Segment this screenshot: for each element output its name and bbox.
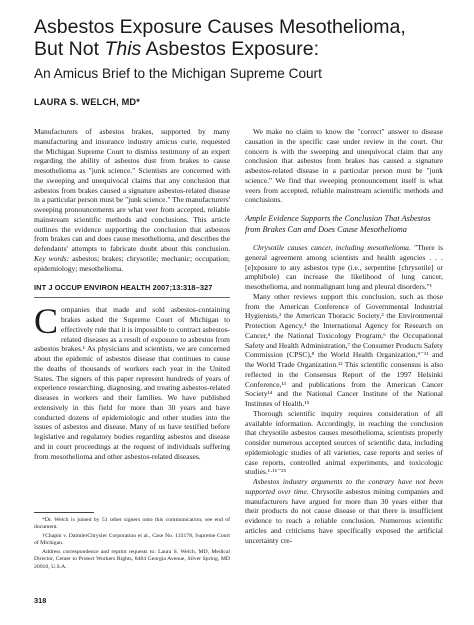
- body-paragraph: Many other reviews support this conclusion, such as those from the American Conference of Governmental Industrial Hygienists,² the American Thoracic Society,³ the Environmental Protection Agency,⁴ the International Agency for Research on Cancer,⁵ the National Toxicology Program,⁶ the Occupational Safety and Health Administration,⁷ the Consumer Products Safety Commission (CPSC),⁸ the World Health Organization,⁹⁻¹¹ and the World Trade Organization.¹² This scientific consensus is also reflected in the Consensus Report of the 1997 Helsinki Conference,¹³ and publications from the American Cancer Society¹⁴ and the National Cancer Institute of the National Institutes of Health.¹⁵: [245, 291, 443, 408]
- abstract: [34, 127, 230, 273]
- footnote-case: †Chapin v. DaimlerChrysler Corporation et al., Case No. 133178, Supreme Court of Michigan.: [34, 533, 230, 547]
- divider: [34, 297, 230, 298]
- page-number: 318: [34, 596, 47, 605]
- article-subtitle: An Amicus Brief to the Michigan Supreme Court: [34, 66, 322, 81]
- body-paragraph: Thorough scientific inquiry requires consideration of all available information. Accordingly, in reaching the conclusion that chrysotile asbestos causes mesothelioma, scientists properly consider numerous accepted sources of scientific data, including epidemiologic studies of all varieties, case reports and series of case reports, controlled animal experiments, and toxicologic studies.¹·¹⁶⁻²⁵: [245, 408, 443, 477]
- drop-cap: C: [34, 301, 59, 342]
- body-paragraph: We make no claim to know the "correct" answer to disease causation in the specific case under review in the court. Our concern is with the sweeping and unequivocal claim that any conclusion that asbestos from brakes has caused a signature asbestos-related disease in a particular person must be "junk science." We find that sweeping pronouncement itself is what veers from accepted, reliable mainstream scientific methods and conclusions.: [245, 127, 443, 205]
- intro-paragraph: [34, 301, 230, 461]
- body-paragraph: Chrysotile causes cancer, including mesothelioma. "There is general agreement among scientists and health agencies . . . [e]xposure to any asbestos type (i.e., serpentine [chrysotile] or amphibole) can increase the likelihood of lung cancer, mesothelioma, and nonmalignant lung and pleural disorders."¹: [245, 243, 443, 291]
- title-line-1: Asbestos Exposure Causes Mesothelioma,: [34, 16, 406, 38]
- author-name: LAURA S. WELCH, MD*: [34, 97, 141, 107]
- body-paragraph: Asbestos industry arguments to the contrary have not been supported over time. Chrysotile asbestos mining companies and manufacturers have argued for more than 30 years either that their products do not cause disease or that there is insufficient evidence to reach a reliable conclusion. Numerous scientific articles and criticisms have specifically exposed the artificial uncertainty cre-: [245, 477, 443, 545]
- footnote-address: Address correspondence and reprint requests to: Laura S. Welch, MD, Medical Director, Center to Protect Workers Rights, 8484 Georgia Avenue, Silver Spring, MD 20910, U.S.A.: [34, 549, 230, 570]
- abstract-text: Manufacturers of asbestos brakes, supported by many manufacturing and insurance industry amicus curie, requested the Michigan Supreme Court to dismiss testimony of an expert regarding the ability of asbestos dust from brakes to cause mesothelioma as "junk science." Scientists are concerned with the sweeping and unequivocal claims that any conclusion that asbestos from brakes caused a signature asbestos-related disease in a particular person must be "junk science." The manufacturers' sweeping pronouncements are what veer from accepted, reliable mainstream scientific methods and conclusions. This article outlines the evidence supporting the conclusion that asbestos from brakes can and does cause mesothelioma, and describes the defendants' attempts to fabricate doubt about this conclusion.: [34, 127, 230, 253]
- footnote-separator: [34, 512, 94, 513]
- title-line-2: But Not This Asbestos Exposure:: [34, 38, 320, 60]
- article-title: [34, 16, 444, 60]
- journal-citation: INT J OCCUP ENVIRON HEALTH 2007;13:318–327: [34, 283, 213, 293]
- intro-text: ompanies that made and sold asbestos-containing brakes asked the Supreme Court of Michigan to effectively rule that it is impossible to contract asbestos-related diseases as a result of exposure to asbestos from asbestos brakes.¹ As physicians and scientists, we are concerned about the epidemic of asbestos disease that continues to cause the deaths of thousands of workers each year in the United States. The signers of this paper represent hundreds of years of experience researching, diagnosing, and treating asbestos-related diseases in workers and their families. We have published extensively in this field for more than 30 years and have conducted dozens of epidemiologic and other studies into the issues of asbestos and disease. Many of us have testified before legislative and regulatory bodies regarding asbestos and disease and in court proceedings at the request of individuals suffering from mesothelioma and other asbestos-related diseases.: [34, 305, 230, 461]
- section-heading: Ample Evidence Supports the Conclusion That Asbestos from Brakes Can and Does Cause Mesothelioma: [245, 214, 431, 234]
- keywords: asbestos; brakes; chrysotile; mechanic; occupation; epidemiology; mesothelioma.: [34, 253, 230, 273]
- left-column: [34, 127, 230, 461]
- footnote-author: *Dr. Welch is joined by 51 other signers onto this communication; see end of document.: [34, 517, 230, 531]
- right-column: [245, 127, 443, 545]
- footnotes: [34, 512, 230, 573]
- keywords-label: Key words:: [34, 253, 70, 263]
